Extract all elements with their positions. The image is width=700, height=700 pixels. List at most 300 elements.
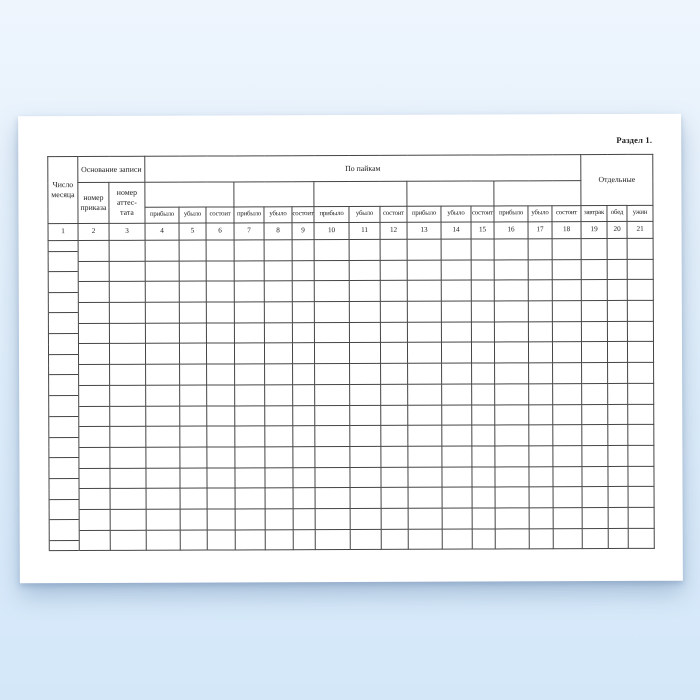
- col-header-record-basis: Основание записи: [78, 156, 145, 182]
- grid-cell: [315, 364, 350, 385]
- grid-cell: [581, 239, 607, 260]
- grid-cell: [442, 363, 472, 384]
- ration-sub-header: убыло: [264, 207, 292, 223]
- grid-cell: [264, 302, 292, 323]
- grid-cell: [471, 342, 494, 363]
- column-number-cell: 8: [264, 223, 292, 240]
- grid-cell: [109, 240, 145, 261]
- grid-cell: [350, 467, 381, 488]
- grid-cell: [495, 425, 529, 446]
- grid-cell: [628, 362, 654, 383]
- grid-cell: [235, 488, 265, 509]
- grid-cell: [581, 259, 607, 280]
- grid-cell: [349, 260, 380, 281]
- grid-cell-day: [49, 530, 79, 551]
- grid-cell: [315, 446, 350, 467]
- grid-cell: [292, 281, 314, 302]
- grid-cell: [608, 363, 628, 384]
- grid-cell: [441, 322, 471, 343]
- grid-cell: [180, 364, 207, 385]
- column-number-cell: 7: [234, 223, 264, 240]
- grid-cell: [109, 344, 145, 365]
- grid-cell: [293, 467, 315, 488]
- grid-cell: [529, 466, 553, 487]
- section-title: Раздел 1.: [616, 134, 653, 145]
- grid-cell: [349, 281, 380, 302]
- grid-cell: [472, 508, 495, 529]
- grid-cell-day: [48, 323, 78, 344]
- grid-cell: [407, 239, 441, 260]
- grid-cell: [235, 447, 265, 468]
- grid-cell: [553, 528, 582, 549]
- grid-cell: [607, 300, 627, 321]
- grid-cell: [235, 405, 265, 426]
- grid-cell: [265, 385, 293, 406]
- grid-cell: [206, 281, 234, 302]
- grid-cell: [472, 446, 495, 467]
- grid-cell: [581, 321, 607, 342]
- col-header-by-rations: По пайкам: [145, 155, 581, 183]
- grid-cell: [608, 383, 628, 404]
- grid-cell: [292, 343, 314, 364]
- grid-cell: [110, 509, 146, 530]
- grid-cell: [234, 343, 264, 364]
- grid-cell: [293, 488, 315, 509]
- grid-cell: [234, 302, 264, 323]
- grid-cell: [292, 302, 314, 323]
- grid-cell: [180, 447, 207, 468]
- ration-sub-header: прибыло: [407, 206, 441, 222]
- grid-cell: [292, 240, 314, 261]
- grid-cell: [79, 468, 110, 489]
- grid-cell: [315, 488, 350, 509]
- column-number-cell: 19: [581, 222, 607, 239]
- grid-cell: [78, 261, 109, 282]
- grid-cell: [146, 468, 180, 489]
- grid-cell: [110, 447, 146, 468]
- grid-cell: [78, 344, 109, 365]
- grid-cell: [608, 404, 628, 425]
- column-number-cell: 11: [349, 222, 380, 239]
- grid-cell: [553, 466, 582, 487]
- grid-cell: [608, 507, 628, 528]
- grid-cell: [607, 321, 627, 342]
- grid-cell: [581, 280, 607, 301]
- grid-cell: [608, 466, 628, 487]
- grid-cell: [293, 364, 315, 385]
- grid-cell: [553, 383, 582, 404]
- grid-cell-day: [49, 489, 79, 510]
- grid-cell: [552, 280, 581, 301]
- grid-cell: [207, 468, 235, 489]
- grid-cell: [494, 322, 528, 343]
- grid-cell: [207, 530, 235, 551]
- grid-cell: [407, 260, 441, 281]
- grid-cell: [180, 509, 207, 530]
- grid-cell: [528, 321, 552, 342]
- grid-cell: [582, 507, 608, 528]
- grid-cell: [472, 487, 495, 508]
- grid-cell-day: [49, 509, 79, 530]
- ledger-row: [49, 528, 654, 551]
- grid-cell: [582, 383, 608, 404]
- grid-cell: [206, 261, 234, 282]
- ration-sub-header: убыло: [179, 207, 206, 223]
- ration-sub-header: убыло: [528, 206, 552, 222]
- grid-cell: [180, 488, 207, 509]
- grid-cell: [608, 445, 628, 466]
- grid-cell: [146, 426, 180, 447]
- grid-cell: [79, 427, 110, 448]
- grid-cell: [381, 508, 408, 529]
- ration-sub-header: состоит: [292, 207, 314, 223]
- grid-cell: [628, 342, 654, 363]
- grid-cell: [407, 343, 441, 364]
- grid-cell: [529, 363, 553, 384]
- grid-cell: [235, 385, 265, 406]
- grid-cell: [314, 240, 349, 261]
- grid-cell: [145, 302, 179, 323]
- grid-cell: [146, 364, 180, 385]
- header-row-groups: [48, 154, 653, 182]
- grid-cell: [349, 322, 380, 343]
- grid-cell: [79, 509, 110, 530]
- grid-cell: [207, 509, 235, 530]
- grid-cell: [180, 385, 207, 406]
- grid-cell: [179, 302, 206, 323]
- grid-cell: [529, 404, 553, 425]
- grid-cell: [179, 261, 206, 282]
- ration-sub-header: прибыло: [314, 207, 349, 223]
- grid-cell: [607, 238, 627, 259]
- grid-cell: [179, 240, 206, 261]
- grid-cell: [471, 260, 494, 281]
- grid-cell: [380, 239, 407, 260]
- column-number-cell: 10: [314, 223, 349, 240]
- grid-cell: [350, 488, 381, 509]
- grid-cell: [206, 323, 234, 344]
- grid-cell: [408, 384, 442, 405]
- grid-cell: [608, 487, 628, 508]
- grid-cell: [146, 447, 180, 468]
- grid-cell-day: [48, 344, 78, 365]
- grid-cell: [293, 426, 315, 447]
- grid-cell: [109, 302, 145, 323]
- grid-cell: [234, 281, 264, 302]
- ration-sub-header: состоит: [206, 207, 234, 223]
- separate-sub-header: ужин: [627, 205, 653, 221]
- grid-cell: [529, 528, 553, 549]
- grid-cell: [145, 240, 179, 261]
- grid-cell: [529, 425, 553, 446]
- grid-cell: [109, 282, 145, 303]
- grid-cell: [179, 281, 206, 302]
- grid-cell: [180, 468, 207, 489]
- grid-cell: [315, 426, 350, 447]
- grid-cell: [265, 405, 293, 426]
- ration-sub-header: состоит: [552, 206, 581, 222]
- ledger-row: [49, 466, 654, 489]
- ration-group-cell: [234, 182, 314, 207]
- grid-cell: [381, 488, 408, 509]
- grid-cell: [628, 528, 654, 549]
- grid-cell: [528, 301, 552, 322]
- grid-cell-day: [49, 385, 79, 406]
- grid-cell-day: [48, 303, 78, 324]
- grid-cell: [314, 260, 349, 281]
- ledger-row: [48, 259, 653, 282]
- grid-cell: [146, 488, 180, 509]
- grid-cell: [581, 301, 607, 322]
- grid-cell: [315, 384, 350, 405]
- ration-group-cell: [145, 182, 234, 207]
- grid-cell: [293, 529, 315, 550]
- grid-cell: [582, 487, 608, 508]
- ration-group-cell: [494, 181, 581, 206]
- document-page: [18, 114, 683, 584]
- grid-cell: [234, 261, 264, 282]
- grid-cell: [110, 426, 146, 447]
- grid-cell: [407, 281, 441, 302]
- grid-cell: [235, 529, 265, 550]
- grid-cell: [441, 239, 471, 260]
- grid-cell: [315, 529, 350, 550]
- column-number-cell: 5: [179, 223, 206, 240]
- grid-cell-day: [48, 261, 78, 282]
- grid-cell: [442, 446, 472, 467]
- col-header-order-number: номер приказа: [78, 182, 109, 223]
- grid-cell: [264, 343, 292, 364]
- grid-cell: [494, 301, 528, 322]
- grid-cell: [408, 508, 442, 529]
- column-number-cell: 15: [471, 222, 494, 239]
- grid-cell: [528, 259, 552, 280]
- grid-cell: [145, 344, 179, 365]
- ration-group-cell: [407, 181, 494, 206]
- grid-cell: [265, 447, 293, 468]
- ledger-row: [49, 362, 654, 385]
- grid-cell-day: [48, 282, 78, 303]
- grid-cell: [472, 425, 495, 446]
- grid-cell: [408, 405, 442, 426]
- column-number-cell: 20: [607, 221, 627, 238]
- grid-cell: [529, 446, 553, 467]
- grid-cell: [110, 385, 146, 406]
- grid-cell: [110, 489, 146, 510]
- grid-cell: [380, 322, 407, 343]
- grid-cell: [265, 364, 293, 385]
- grid-cell: [495, 404, 529, 425]
- ledger-row: [48, 238, 653, 261]
- grid-cell: [628, 425, 654, 446]
- grid-cell: [408, 446, 442, 467]
- ledger-row: [48, 321, 653, 344]
- grid-cell: [381, 405, 408, 426]
- grid-cell: [627, 259, 653, 280]
- grid-cell-day: [49, 406, 79, 427]
- grid-cell: [380, 281, 407, 302]
- grid-cell: [292, 260, 314, 281]
- grid-cell: [207, 405, 235, 426]
- grid-cell: [495, 508, 529, 529]
- grid-cell: [627, 321, 653, 342]
- ledger-row: [49, 445, 654, 468]
- grid-cell: [79, 447, 110, 468]
- grid-cell: [495, 363, 529, 384]
- grid-cell: [441, 260, 471, 281]
- grid-cell: [146, 385, 180, 406]
- grid-cell: [293, 509, 315, 530]
- grid-cell: [608, 528, 628, 549]
- grid-cell: [235, 364, 265, 385]
- grid-cell: [350, 446, 381, 467]
- grid-cell: [381, 384, 408, 405]
- grid-cell: [442, 384, 472, 405]
- grid-cell: [495, 528, 529, 549]
- grid-cell: [627, 300, 653, 321]
- grid-cell: [495, 466, 529, 487]
- column-number-cell: 13: [407, 222, 441, 239]
- grid-cell: [471, 322, 494, 343]
- grid-cell: [207, 385, 235, 406]
- grid-cell: [206, 240, 234, 261]
- grid-cell: [235, 509, 265, 530]
- grid-cell: [350, 364, 381, 385]
- column-number-cell: 9: [292, 223, 314, 240]
- grid-cell: [180, 530, 207, 551]
- grid-cell: [628, 466, 654, 487]
- grid-cell: [180, 426, 207, 447]
- grid-cell: [408, 363, 442, 384]
- grid-cell: [528, 280, 552, 301]
- grid-cell: [315, 405, 350, 426]
- grid-cell: [628, 404, 654, 425]
- grid-cell: [350, 426, 381, 447]
- grid-cell: [407, 301, 441, 322]
- column-number-cell: 16: [494, 222, 528, 239]
- grid-cell: [145, 282, 179, 303]
- grid-cell: [553, 404, 582, 425]
- grid-cell: [408, 467, 442, 488]
- grid-cell: [180, 406, 207, 427]
- grid-cell: [179, 323, 206, 344]
- grid-cell: [78, 240, 109, 261]
- grid-cell: [380, 343, 407, 364]
- grid-cell: [529, 487, 553, 508]
- grid-cell: [472, 404, 495, 425]
- grid-cell: [608, 342, 628, 363]
- ledger-row: [48, 280, 653, 303]
- grid-cell: [582, 466, 608, 487]
- ledger-row: [49, 507, 654, 530]
- grid-cell: [110, 406, 146, 427]
- grid-cell: [381, 446, 408, 467]
- grid-cell: [314, 281, 349, 302]
- grid-cell: [264, 240, 292, 261]
- column-number-cell: 14: [441, 222, 471, 239]
- grid-cell: [292, 322, 314, 343]
- grid-cell: [265, 488, 293, 509]
- grid-cell: [146, 509, 180, 530]
- grid-cell: [471, 239, 494, 260]
- grid-cell: [350, 529, 381, 550]
- grid-cell: [408, 529, 442, 550]
- ration-sub-header: убыло: [349, 206, 380, 222]
- grid-cell: [265, 426, 293, 447]
- grid-cell: [265, 467, 293, 488]
- column-number-cell: 1: [48, 224, 78, 241]
- grid-cell: [552, 259, 581, 280]
- col-header-certificate-number: номер аттес- тата: [109, 182, 145, 223]
- grid-cell: [109, 323, 145, 344]
- grid-cell: [552, 301, 581, 322]
- column-number-cell: 21: [627, 221, 653, 238]
- grid-cell: [607, 280, 627, 301]
- grid-cell: [472, 529, 495, 550]
- ledger-row: [49, 404, 654, 427]
- ledger-row: [49, 425, 654, 448]
- grid-cell: [472, 384, 495, 405]
- column-number-cell: 2: [78, 223, 109, 240]
- grid-cell: [265, 529, 293, 550]
- grid-cell: [207, 447, 235, 468]
- grid-cell: [442, 425, 472, 446]
- grid-cell: [553, 425, 582, 446]
- grid-cell: [78, 302, 109, 323]
- grid-cell-day: [49, 365, 79, 386]
- grid-cell: [179, 343, 206, 364]
- grid-cell: [79, 385, 110, 406]
- grid-cell: [442, 487, 472, 508]
- grid-cell: [495, 487, 529, 508]
- grid-cell: [314, 302, 349, 323]
- col-header-day-of-month: Число месяца: [48, 157, 78, 224]
- grid-cell: [314, 322, 349, 343]
- grid-cell: [79, 406, 110, 427]
- grid-cell-day: [49, 427, 79, 448]
- grid-cell: [264, 260, 292, 281]
- grid-cell: [79, 489, 110, 510]
- grid-cell: [442, 529, 472, 550]
- column-number-cell: 12: [380, 222, 407, 239]
- grid-cell: [110, 530, 146, 551]
- grid-cell: [350, 405, 381, 426]
- grid-cell: [552, 321, 581, 342]
- grid-cell: [529, 384, 553, 405]
- grid-cell: [628, 507, 654, 528]
- grid-cell: [553, 508, 582, 529]
- column-number-cell: 18: [552, 222, 581, 239]
- grid-cell: [494, 342, 528, 363]
- ledger-row: [49, 383, 654, 406]
- grid-cell: [628, 487, 654, 508]
- grid-cell-day: [49, 468, 79, 489]
- grid-cell: [315, 508, 350, 529]
- ration-sub-header: прибыло: [494, 206, 528, 222]
- grid-cell: [608, 425, 628, 446]
- grid-cell: [553, 445, 582, 466]
- grid-cell: [349, 301, 380, 322]
- grid-cell: [235, 426, 265, 447]
- table-body: [48, 238, 654, 551]
- col-header-separate: Отдельные: [581, 154, 653, 205]
- separate-sub-header: обед: [607, 205, 627, 221]
- ration-sub-header: состоит: [471, 206, 494, 222]
- separate-sub-header: завтрак: [581, 206, 607, 222]
- grid-cell: [408, 425, 442, 446]
- grid-cell: [79, 365, 110, 386]
- grid-cell: [264, 322, 292, 343]
